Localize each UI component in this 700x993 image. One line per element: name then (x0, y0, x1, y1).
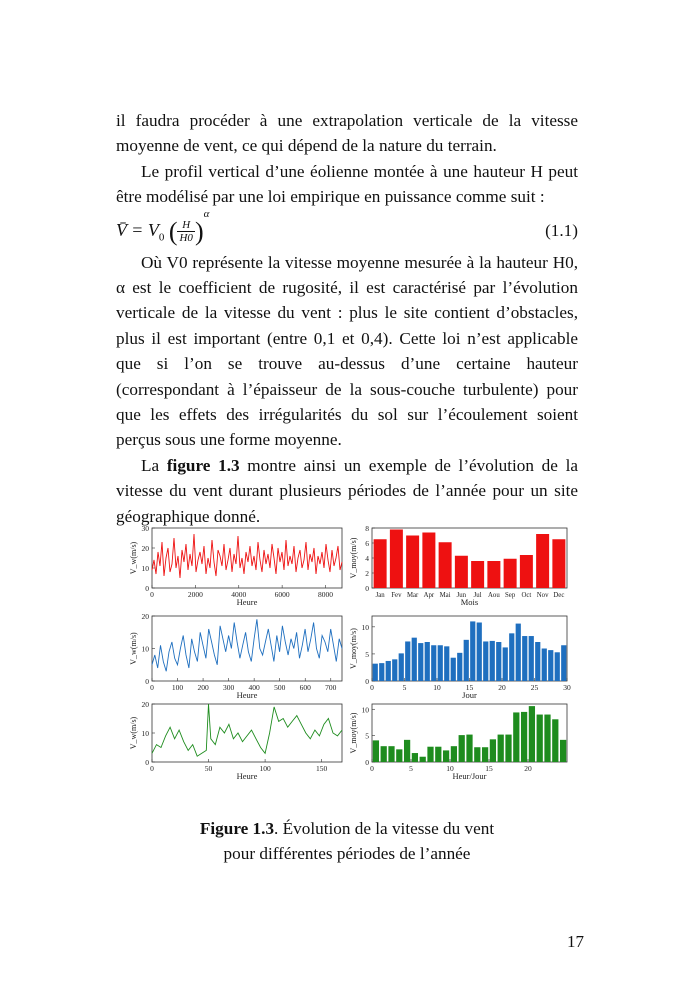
x-tick-label: Jun (456, 592, 467, 599)
x-tick-label: Fev (391, 592, 402, 599)
bar (373, 740, 379, 762)
y-tick-label: 4 (365, 554, 369, 563)
y-tick-label: 10 (141, 729, 149, 738)
x-axis-label: Heur/Jour (452, 771, 487, 781)
bar (555, 652, 560, 681)
chart-panel-6 (372, 704, 567, 762)
x-tick-label: Apr (423, 592, 435, 599)
equation-1-1 (116, 207, 578, 250)
x-tick-label: 8000 (318, 590, 334, 599)
eq-fraction (177, 219, 194, 244)
bar (427, 747, 433, 762)
x-axis-label: Heure (236, 690, 258, 700)
bar (483, 641, 488, 681)
bar (471, 561, 484, 588)
caption-label: Figure 1.3 (199, 819, 275, 838)
y-axis-label: V_moy(m/s) (349, 712, 358, 754)
bar (561, 645, 566, 681)
x-tick-label: 600 (299, 683, 311, 692)
y-tick-label: 0 (365, 758, 369, 767)
x-tick-label: 5 (402, 683, 407, 692)
x-tick-label: 0 (370, 683, 374, 692)
bar (373, 664, 378, 681)
y-tick-label: 30 (141, 524, 149, 533)
bar (482, 747, 488, 762)
x-tick-label: 4000 (231, 590, 247, 599)
bar (425, 642, 430, 681)
bar (470, 621, 475, 681)
x-tick-label: 700 (325, 683, 337, 692)
y-axis-label: V_moy(m/s) (349, 628, 358, 669)
x-tick-label: Aou (488, 592, 500, 599)
chart-panel-2 (372, 528, 567, 588)
bar (490, 641, 495, 681)
x-tick-label: 200 (197, 683, 209, 692)
x-tick-label: 30 (563, 683, 571, 692)
x-tick-label: Oct (521, 592, 532, 599)
bar (490, 739, 496, 762)
y-axis-label: V_w(m/s) (129, 716, 138, 750)
bar (503, 647, 508, 681)
bar (444, 646, 449, 681)
bar (529, 706, 535, 762)
caption-line-1 (116, 816, 578, 841)
x-tick-label: Sep (505, 592, 516, 599)
x-tick-label: Jan (375, 592, 385, 599)
x-tick-label: 15 (485, 764, 493, 773)
bar (496, 642, 501, 681)
x-tick-label: Jul (473, 592, 482, 599)
bar (420, 757, 426, 762)
y-tick-label: 0 (365, 677, 369, 686)
bar (474, 747, 480, 762)
chart-panel-3 (152, 616, 342, 681)
bar (522, 636, 527, 681)
bar (521, 712, 527, 762)
series-line-3 (152, 619, 342, 671)
x-tick-label: 20 (498, 683, 506, 692)
x-tick-label: Mar (406, 592, 419, 599)
body-text (116, 108, 578, 529)
bar (431, 645, 436, 681)
bar (504, 559, 517, 588)
y-tick-label: 5 (365, 731, 369, 741)
eq-denominator: H0 (179, 232, 193, 244)
figure-ref: figure 1.3 (166, 455, 240, 475)
y-tick-label: 10 (361, 705, 369, 715)
caption-line-2: pour différentes périodes de l’année (223, 844, 471, 863)
x-tick-label: 0 (150, 683, 154, 692)
bar (381, 746, 387, 762)
bar (386, 661, 391, 681)
y-tick-label: 8 (365, 524, 369, 533)
bar (542, 649, 547, 682)
bar (438, 645, 443, 681)
paragraph-3: Où V0 représente la vitesse moyenne mesurée à la hauteur H0, α est le coefficient de rugosité, il est caractérisé par l’évolution verticale de la vitesse du vent : plus le site contient d’obstacles, plus il est important (entre 0,1 et 0,4). Cette loi n’est applicable que si l’on se trouve au-dessus d’une certaine hauteur (correspondant à l’épaisseur de la sous-couche turbulente) pour que les effets des irrégularités du sol sur l’écoulement soient perçus sous une forme moyenne. (116, 252, 578, 450)
bar (443, 750, 449, 762)
y-tick-label: 10 (141, 564, 149, 573)
p4-post: montre ainsi un exemple de l’évolution de la vitesse du vent durant plusieurs périodes de l’année pour un site géographique donné. (116, 455, 578, 526)
bar (505, 735, 511, 762)
x-tick-label: 300 (222, 683, 235, 692)
bar (464, 640, 469, 681)
chart-panel-1 (152, 528, 342, 588)
bar (516, 624, 521, 681)
bar (405, 641, 410, 681)
bar (406, 536, 419, 589)
x-axis-label: Mois (460, 597, 479, 607)
bar (552, 539, 565, 588)
bar (459, 735, 465, 762)
bar (537, 715, 543, 762)
bar (392, 659, 397, 681)
bar (396, 749, 402, 762)
x-tick-label: 5 (409, 764, 413, 773)
y-tick-label: 10 (141, 644, 149, 654)
eq-paren-close: ) (194, 216, 204, 246)
bar (412, 753, 418, 762)
y-axis-label: V_w(m/s) (129, 541, 138, 575)
x-tick-label: 100 (171, 683, 184, 692)
bar (498, 735, 504, 762)
y-tick-label: 10 (361, 622, 369, 632)
p4-pre: La (141, 455, 167, 475)
bar (422, 533, 435, 589)
bar (509, 633, 514, 681)
y-tick-label: 0 (145, 584, 149, 593)
bar (390, 530, 403, 589)
paragraph-4 (116, 453, 578, 529)
y-tick-label: 0 (145, 758, 149, 767)
bar (466, 735, 472, 762)
x-tick-label: Dec (553, 592, 565, 599)
y-axis-label: V_w(m/s) (129, 632, 138, 665)
y-tick-label: 6 (365, 539, 369, 548)
bar (451, 658, 456, 681)
bar (529, 636, 534, 681)
y-tick-label: 20 (141, 612, 149, 621)
equation-number: (1.1) (545, 220, 578, 240)
bar (418, 643, 423, 681)
bar (379, 663, 384, 681)
bar (520, 555, 533, 588)
x-tick-label: 0 (150, 764, 154, 773)
bar (374, 539, 387, 588)
bar (544, 715, 550, 762)
equation-formula (116, 207, 210, 251)
y-tick-label: 2 (365, 569, 369, 578)
x-tick-label: 100 (259, 764, 271, 773)
y-tick-label: 0 (365, 584, 369, 593)
bar (435, 747, 441, 762)
figure-caption (116, 816, 578, 866)
bar (412, 638, 417, 681)
x-tick-label: 50 (204, 764, 213, 773)
bar (439, 542, 452, 588)
caption-text-1: . Évolution de la vitesse du vent (274, 819, 495, 838)
chart-panel-5 (152, 704, 342, 762)
y-axis-label: V_moy(m/s) (349, 537, 358, 579)
page-number: 17 (567, 932, 584, 951)
bar (451, 746, 457, 762)
x-tick-label: 10 (433, 683, 441, 692)
x-tick-label: 500 (274, 683, 286, 692)
eq-paren-open: ( (168, 216, 178, 246)
bar (477, 623, 482, 682)
paragraph-2: Le profil vertical d’une éolienne montée à une hauteur H peut être modélisé par une loi empirique en puissance comme suit : (116, 161, 578, 207)
series-line-1 (152, 534, 342, 578)
bar (536, 534, 549, 588)
x-tick-label: 0 (370, 764, 374, 773)
paragraph-1: il faudra procéder à une extrapolation verticale de la vitesse moyenne de vent, ce qui dépend de la nature du terrain. (116, 111, 578, 156)
bar (388, 746, 394, 762)
bar (487, 561, 500, 588)
figure-1-3 (122, 520, 582, 792)
bar (513, 712, 519, 762)
series-line-5 (152, 704, 342, 756)
x-tick-label: 15 (465, 683, 474, 692)
x-axis-label: Heure (236, 771, 258, 781)
x-tick-label: Nov (536, 592, 549, 599)
y-tick-label: 20 (141, 544, 149, 553)
x-tick-label: 25 (530, 683, 539, 692)
x-axis-label: Heure (236, 597, 258, 607)
y-tick-label: 5 (365, 649, 369, 659)
y-tick-label: 0 (145, 677, 149, 686)
bar (404, 740, 410, 762)
x-tick-label: Mai (439, 592, 451, 599)
x-tick-label: 20 (524, 764, 532, 773)
x-tick-label: 400 (248, 683, 260, 692)
bar (535, 642, 540, 681)
chart-panel-4 (372, 616, 567, 681)
x-axis-label: Jour (462, 690, 477, 700)
bar (455, 556, 468, 588)
x-tick-label: 2000 (187, 590, 203, 599)
bar (457, 653, 462, 681)
bar (548, 650, 553, 681)
eq-sub: 0 (158, 231, 165, 244)
eq-exponent: α (203, 207, 210, 220)
eq-numerator: H (177, 219, 194, 232)
x-tick-label: 0 (150, 590, 154, 599)
bar (560, 740, 566, 762)
x-tick-label: 10 (446, 764, 454, 773)
eq-lhs: V̄ = V (116, 219, 159, 240)
y-tick-label: 20 (141, 700, 149, 709)
bar (399, 653, 404, 681)
x-tick-label: 6000 (274, 590, 290, 599)
bar (552, 719, 558, 762)
x-tick-label: 150 (316, 764, 328, 773)
